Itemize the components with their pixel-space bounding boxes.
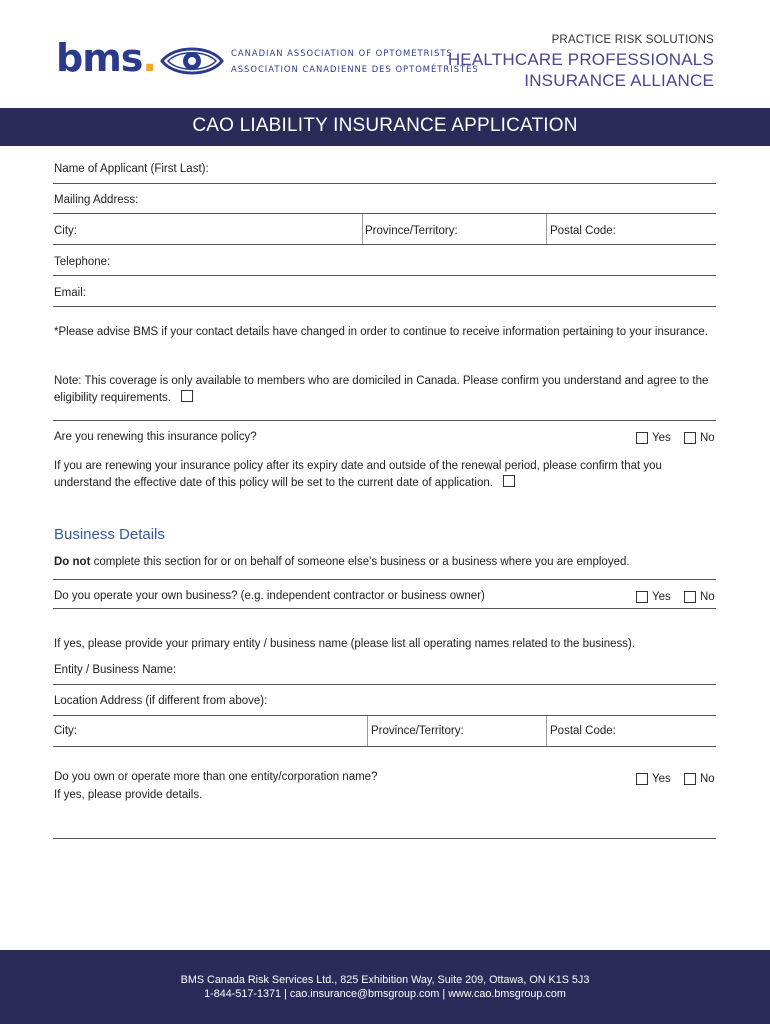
form-title: CAO LIABILITY INSURANCE APPLICATION (192, 115, 578, 136)
email-label: Email: (54, 287, 86, 299)
bms-logo-text: bms (56, 36, 143, 80)
entity-name-label: Entity / Business Name: (54, 664, 177, 676)
eligibility-note (54, 373, 718, 407)
multi-entity-yes-label: Yes (652, 773, 671, 785)
city-province-divider (362, 214, 363, 245)
multi-entity-no-label: No (700, 773, 715, 785)
applicant-name-label: Name of Applicant (First Last): (54, 163, 209, 175)
renewal-note-text: If you are renewing your insurance policy after its expiry date and outside of the renewal period, please confirm that you understand the effective date of this policy will be set to the current date of application. (54, 460, 662, 489)
city-label: City: (54, 225, 77, 237)
business-postal-label: Postal Code: (550, 725, 616, 737)
renewing-no-checkbox[interactable] (684, 432, 696, 444)
business-city-label: City: (54, 725, 77, 737)
section-divider-2 (53, 579, 716, 580)
city-province-postal-field[interactable] (53, 244, 716, 245)
multi-entity-details-field[interactable] (53, 838, 716, 839)
business-do-not-note (54, 556, 630, 568)
hpia-line-2: INSURANCE ALLIANCE (524, 71, 714, 90)
renewing-yes-label: Yes (652, 432, 671, 444)
email-field[interactable] (53, 306, 716, 307)
own-business-no-checkbox[interactable] (684, 591, 696, 603)
multi-entity-details-prompt: If yes, please provide details. (54, 789, 203, 801)
renewing-no-label: No (700, 432, 715, 444)
section-divider-3 (53, 608, 716, 609)
business-province-postal-divider (546, 716, 547, 747)
location-address-field[interactable] (53, 715, 716, 716)
cao-eye-icon (160, 44, 224, 78)
eligibility-checkbox[interactable] (181, 390, 193, 402)
section-divider-1 (53, 420, 716, 421)
footer-address: BMS Canada Risk Services Ltd., 825 Exhibition Way, Suite 209, Ottawa, ON K1S 5J3 (180, 974, 590, 986)
business-province-label: Province/Territory: (371, 725, 464, 737)
business-details-heading: Business Details (54, 526, 165, 543)
own-business-no-label: No (700, 591, 715, 603)
renewal-confirm-checkbox[interactable] (503, 475, 515, 487)
mailing-address-field[interactable] (53, 213, 716, 214)
cao-name-english: CANADIAN ASSOCIATION OF OPTOMETRISTS (231, 48, 453, 58)
province-postal-divider (546, 214, 547, 245)
footer-band (0, 950, 770, 1024)
own-business-yes-label: Yes (652, 591, 671, 603)
multi-entity-no-checkbox[interactable] (684, 773, 696, 785)
applicant-name-field[interactable] (53, 183, 716, 184)
renewing-question: Are you renewing this insurance policy? (54, 431, 257, 443)
footer-contact: 1-844-517-1371 | cao.insurance@bmsgroup.com | www.cao.bmsgroup.com (204, 988, 566, 1000)
practice-risk-solutions: PRACTICE RISK SOLUTIONS (551, 34, 714, 46)
hpia-line-1: HEALTHCARE PROFESSIONALS (447, 50, 714, 69)
primary-entity-note: If yes, please provide your primary entity / business name (please list all operating names related to the business). (54, 638, 636, 650)
entity-name-field[interactable] (53, 684, 716, 685)
own-business-question: Do you operate your own business? (e.g. independent contractor or business owner) (54, 590, 485, 602)
renewal-note (54, 458, 718, 492)
renewing-yes-checkbox[interactable] (636, 432, 648, 444)
mailing-address-label: Mailing Address: (54, 194, 139, 206)
multi-entity-yes-checkbox[interactable] (636, 773, 648, 785)
eligibility-note-text: Note: This coverage is only available to members who are domiciled in Canada. Please confirm you understand and agree to the eligibility requirements. (54, 375, 709, 404)
telephone-field[interactable] (53, 275, 716, 276)
business-city-province-postal-field[interactable] (53, 746, 716, 747)
bms-logo (56, 38, 156, 78)
do-not-emphasis: Do not (54, 556, 91, 568)
contact-details-note: *Please advise BMS if your contact details have changed in order to continue to receive information pertaining to your insurance. (54, 326, 708, 338)
cao-name-french: ASSOCIATION CANADIENNE DES OPTOMÉTRISTES (231, 64, 479, 74)
bms-logo-dot: . (142, 36, 156, 80)
business-city-province-divider (367, 716, 368, 747)
own-business-yes-checkbox[interactable] (636, 591, 648, 603)
province-label: Province/Territory: (365, 225, 458, 237)
location-address-label: Location Address (if different from above): (54, 695, 268, 707)
telephone-label: Telephone: (54, 256, 111, 268)
do-not-rest: complete this section for or on behalf of someone else's business or a business where you are employed. (90, 556, 630, 568)
multi-entity-question: Do you own or operate more than one entity/corporation name? (54, 771, 378, 783)
postal-code-label: Postal Code: (550, 225, 616, 237)
